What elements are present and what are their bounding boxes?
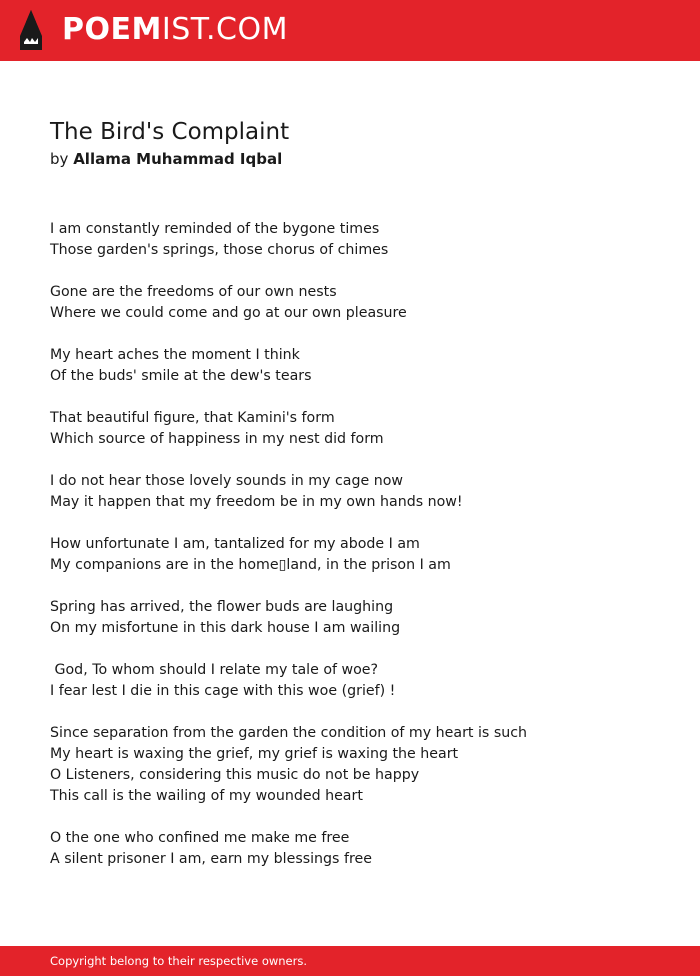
poem-line: Which source of happiness in my nest did form bbox=[50, 431, 384, 447]
poem-line: Spring has arrived, the flower buds are laughing bbox=[50, 599, 394, 615]
poem-stanza bbox=[50, 471, 670, 513]
poem-stanza bbox=[50, 597, 670, 639]
poem-line: O the one who confined me make me free bbox=[50, 830, 350, 846]
poem-line: Where we could come and go at our own pleasure bbox=[50, 305, 407, 321]
site-footer bbox=[0, 946, 700, 976]
poem-line: O Listeners, considering this music do not be happy bbox=[50, 767, 420, 783]
poem-line: My heart is waxing the grief, my grief is waxing the heart bbox=[50, 746, 459, 762]
poem-line: Gone are the freedoms of our own nests bbox=[50, 284, 337, 300]
copyright-text: Copyright belong to their respective owners. bbox=[50, 954, 308, 968]
poem-line: May it happen that my freedom be in my own hands now! bbox=[50, 494, 463, 510]
poem-line: Those garden's springs, those chorus of chimes bbox=[50, 242, 389, 258]
poem-line: Of the buds' smile at the dew's tears bbox=[50, 368, 312, 384]
poem-stanza bbox=[50, 282, 670, 324]
site-logo[interactable] bbox=[62, 12, 288, 48]
byline bbox=[50, 149, 282, 169]
poem-stanza bbox=[50, 660, 670, 702]
poem-body bbox=[50, 219, 670, 891]
logo-bold-text: POEM bbox=[62, 12, 162, 47]
poem-stanza bbox=[50, 219, 670, 261]
poem-line: On my misfortune in this dark house I am wailing bbox=[50, 620, 401, 636]
poem-stanza bbox=[50, 534, 670, 576]
poem-stanza bbox=[50, 723, 670, 807]
poem-line: That beautiful figure, that Kamini's form bbox=[50, 410, 335, 426]
poem-line: My heart aches the moment I think bbox=[50, 347, 300, 363]
poem-line: I am constantly reminded of the bygone times bbox=[50, 221, 380, 237]
poem-stanza bbox=[50, 408, 670, 450]
poem-stanza bbox=[50, 345, 670, 387]
poem-line: A silent prisoner I am, earn my blessings free bbox=[50, 851, 372, 867]
poem-line: I fear lest I die in this cage with this woe (grief) ! bbox=[50, 683, 396, 699]
poem-title: The Bird's Complaint bbox=[50, 119, 290, 145]
poem-line: Since separation from the garden the condition of my heart is such bbox=[50, 725, 527, 741]
pencil-icon bbox=[16, 8, 46, 52]
poem-stanza bbox=[50, 828, 670, 870]
poem-line: God, To whom should I relate my tale of woe? bbox=[50, 662, 379, 678]
poem-line: This call is the wailing of my wounded heart bbox=[50, 788, 363, 804]
poem-line: How unfortunate I am, tantalized for my abode I am bbox=[50, 536, 420, 552]
site-header bbox=[0, 0, 700, 61]
by-label: by bbox=[50, 150, 69, 168]
logo-light-text: IST.COM bbox=[161, 12, 288, 47]
author-name: Allama Muhammad Iqbal bbox=[73, 150, 283, 168]
poem-line: My companions are in the home▯land, in the prison I am bbox=[50, 557, 451, 573]
poem-line: I do not hear those lovely sounds in my cage now bbox=[50, 473, 403, 489]
